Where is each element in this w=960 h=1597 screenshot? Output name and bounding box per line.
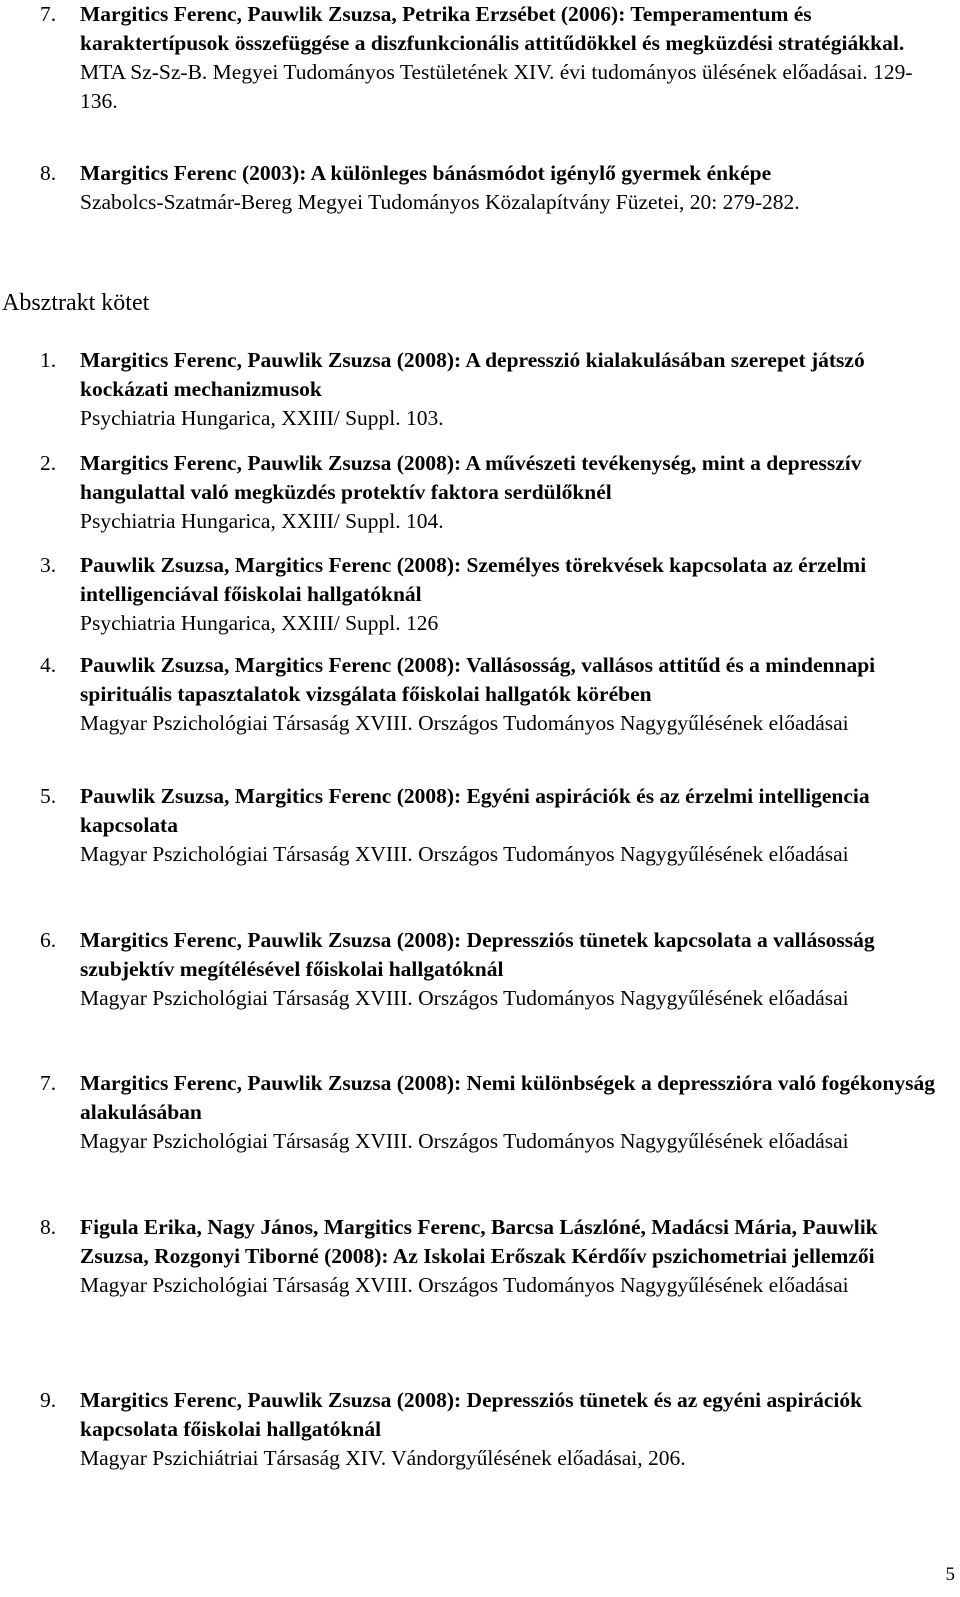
item-source: Magyar Pszichiátriai Társaság XIV. Vándorgyűlésének előadásai, 206. <box>80 1446 686 1470</box>
item-number: 4. <box>40 653 57 677</box>
list-item <box>40 1069 950 1156</box>
item-number: 8. <box>40 1215 57 1239</box>
item-title: Figula Erika, Nagy János, Margitics Ferenc, Barcsa Lászlóné, Madácsi Mária, Pauwlik Zsuzsa, Rozgonyi Tiborné (2008): Az Iskolai Erőszak Kérdőív pszichometriai jellemzői <box>80 1215 878 1268</box>
list-item <box>40 551 950 638</box>
item-title: Pauwlik Zsuzsa, Margitics Ferenc (2008): Vallásosság, vallásos attitűd és a mindennapi spirituális tapasztalatok vizsgálata főiskolai hallgatók körében <box>80 653 876 706</box>
item-title: Margitics Ferenc, Pauwlik Zsuzsa (2008): A művészeti tevékenység, mint a depresszív hangulattal való megküzdés protektív faktora serdülőknél <box>80 451 862 504</box>
item-source: Psychiatria Hungarica, XXIII/ Suppl. 104. <box>80 509 444 533</box>
list-item <box>40 346 950 433</box>
item-title: Margitics Ferenc, Pauwlik Zsuzsa (2008): Depressziós tünetek kapcsolata a vallásosság szubjektív megítélésével főiskolai hallgatóknál <box>80 928 875 981</box>
item-number: 3. <box>40 553 57 577</box>
item-title: Margitics Ferenc, Pauwlik Zsuzsa (2008): Depressziós tünetek és az egyéni aspirációk kapcsolata főiskolai hallgatóknál <box>80 1388 863 1441</box>
section-heading: Absztrakt kötet <box>2 290 150 316</box>
item-title: Margitics Ferenc, Pauwlik Zsuzsa (2008): Nemi különbségek a depresszióra való fogékonyság alakulásában <box>80 1071 935 1124</box>
list-item <box>40 782 950 869</box>
item-title: Margitics Ferenc, Pauwlik Zsuzsa, Petrika Erzsébet (2006): Temperamentum és karaktertípusok összefüggése a diszfunkcionális attitűdökkel és megküzdési stratégiákkal. <box>80 2 905 55</box>
item-title: Margitics Ferenc, Pauwlik Zsuzsa (2008): A depresszió kialakulásában szerepet játszó kockázati mechanizmusok <box>80 348 865 401</box>
item-source: Magyar Pszichológiai Társaság XVIII. Országos Tudományos Nagygyűlésének előadásai <box>80 986 849 1010</box>
item-number: 2. <box>40 451 57 475</box>
item-source: Psychiatria Hungarica, XXIII/ Suppl. 103. <box>80 406 444 430</box>
item-title: Pauwlik Zsuzsa, Margitics Ferenc (2008): Egyéni aspirációk és az érzelmi intelligencia kapcsolata <box>80 784 870 837</box>
item-number: 7. <box>40 2 57 26</box>
item-source: Magyar Pszichológiai Társaság XVIII. Országos Tudományos Nagygyűlésének előadásai <box>80 1273 849 1297</box>
page-number: 5 <box>945 1564 955 1585</box>
list-item <box>40 449 950 536</box>
item-number: 5. <box>40 784 57 808</box>
item-source: Szabolcs-Szatmár-Bereg Megyei Tudományos Közalapítvány Füzetei, 20: 279-282. <box>80 190 800 214</box>
item-title: Pauwlik Zsuzsa, Margitics Ferenc (2008): Személyes törekvések kapcsolata az érzelmi intelligenciával főiskolai hallgatóknál <box>80 553 867 606</box>
item-title: Margitics Ferenc (2003): A különleges bánásmódot igénylő gyermek énképe <box>80 161 772 185</box>
item-number: 9. <box>40 1388 57 1412</box>
list-item <box>40 1213 950 1300</box>
item-source: Magyar Pszichológiai Társaság XVIII. Országos Tudományos Nagygyűlésének előadásai <box>80 842 849 866</box>
item-source: MTA Sz-Sz-B. Megyei Tudományos Testületének XIV. évi tudományos ülésének előadásai. 129-136. <box>80 60 913 113</box>
item-number: 6. <box>40 928 57 952</box>
list-item <box>40 0 950 116</box>
item-source: Magyar Pszichológiai Társaság XVIII. Országos Tudományos Nagygyűlésének előadásai <box>80 711 849 735</box>
item-number: 7. <box>40 1071 57 1095</box>
item-source: Psychiatria Hungarica, XXIII/ Suppl. 126 <box>80 611 439 635</box>
list-item <box>40 926 950 1013</box>
item-source: Magyar Pszichológiai Társaság XVIII. Országos Tudományos Nagygyűlésének előadásai <box>80 1129 849 1153</box>
list-item <box>40 1386 950 1473</box>
list-item <box>40 651 950 738</box>
list-item <box>40 159 950 217</box>
item-number: 8. <box>40 161 57 185</box>
item-number: 1. <box>40 348 57 372</box>
